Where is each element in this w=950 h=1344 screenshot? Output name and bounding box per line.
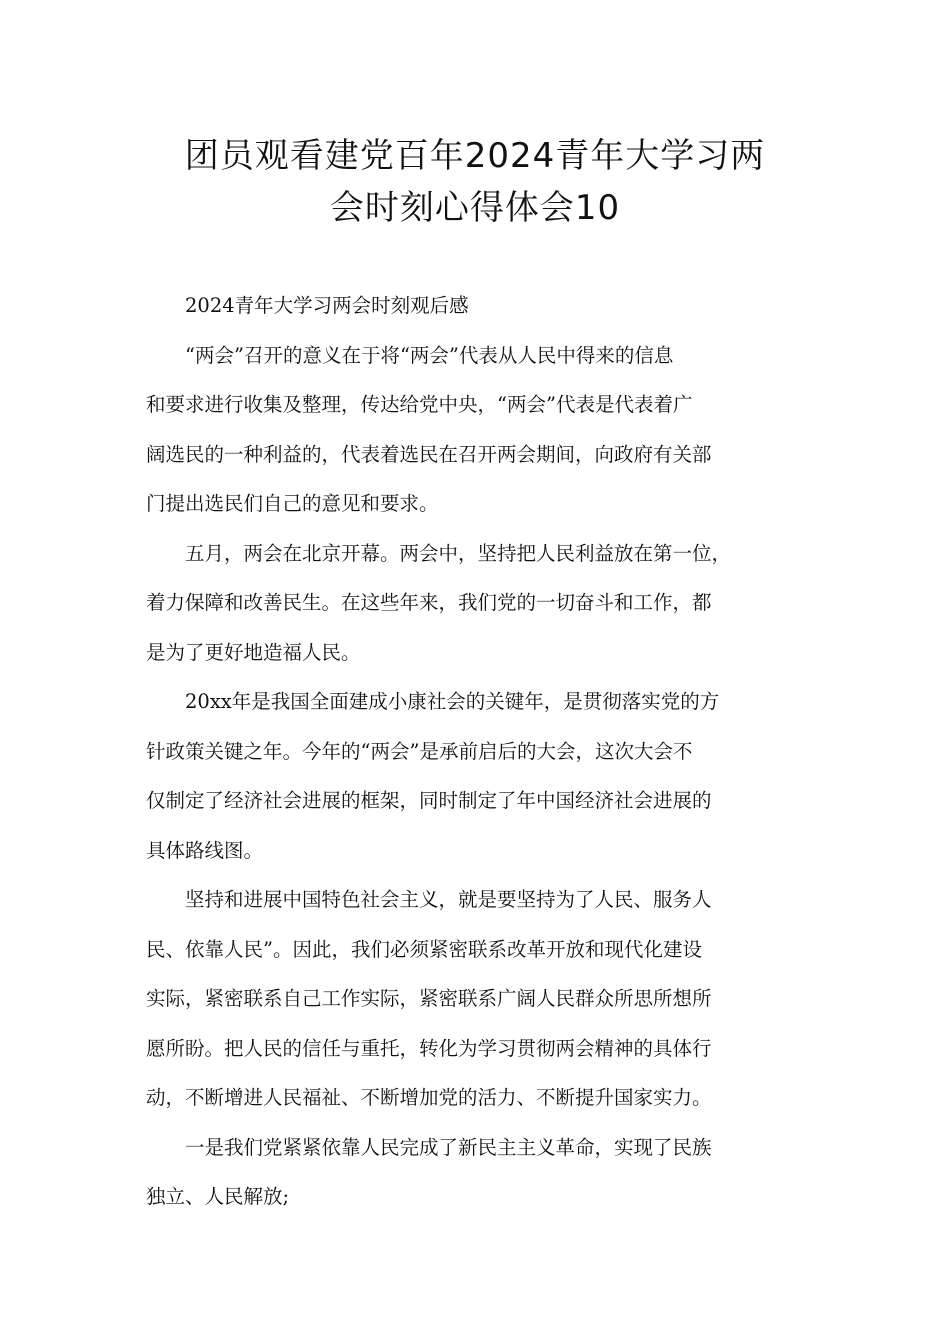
text-line: 着力保障和改善民生。在这些年来，我们党的一切奋斗和工作，都 <box>146 591 712 614</box>
text-line: 实际，紧密联系自己工作实际，紧密联系广阔人民群众所思所想所 <box>146 987 712 1010</box>
text-line: 2024青年大学习两会时刻观后感 <box>185 294 469 317</box>
text-line: 是为了更好地造福人民。 <box>146 640 361 664</box>
body-paragraph <box>146 677 806 875</box>
text-line: 动，不断增进人民福祉、不断增加党的活力、不断提升国家实力。 <box>146 1086 712 1109</box>
text-line: 20xx年是我国全面建成小康社会的关键年，是贯彻落实党的方 <box>185 690 720 713</box>
text-line: 阔选民的一种利益的，代表着选民在召开两会期间，向政府有关部 <box>146 442 712 466</box>
text-line: 仅制定了经济社会进展的框架，同时制定了年中国经济社会进展的 <box>146 789 712 812</box>
body-paragraph <box>146 529 806 678</box>
body-paragraph <box>146 1123 806 1222</box>
text-line: 五月，两会在北京开幕。两会中，坚持把人民利益放在第一位， <box>185 541 732 565</box>
text-line: 针政策关键之年。今年的“两会”是承前启后的大会，这次大会不 <box>146 739 693 763</box>
text-line: 愿所盼。把人民的信任与重托，转化为学习贯彻两会精神的具体行 <box>146 1036 712 1060</box>
subtitle-paragraph <box>146 281 806 331</box>
text-line: 门提出选民们自己的意见和要求。 <box>146 492 439 515</box>
text-line: 独立、人民解放; <box>146 1185 290 1208</box>
body-paragraph <box>146 331 806 529</box>
text-line: “两会”召开的意义在于将“两会”代表从人民中得来的信息 <box>185 343 674 367</box>
text-line: 具体路线图。 <box>146 838 264 862</box>
document-body <box>146 281 806 1222</box>
text-line: 和要求进行收集及整理，传达给党中央，“两会”代表是代表着广 <box>146 393 693 416</box>
text-line: 民、依靠人民”。因此，我们必须紧密联系改革开放和现代化建设 <box>146 937 702 961</box>
body-paragraph <box>146 875 806 1123</box>
text-line: 坚持和进展中国特色社会主义，就是要坚持为了人民、服务人 <box>185 888 712 911</box>
title-line: 团员观看建党百年2024青年大学习两 <box>184 136 766 176</box>
document-title <box>120 130 830 234</box>
title-line: 会时刻心得体会10 <box>329 188 621 228</box>
text-line: 一是我们党紧紧依靠人民完成了新民主主义革命，实现了民族 <box>185 1135 712 1159</box>
